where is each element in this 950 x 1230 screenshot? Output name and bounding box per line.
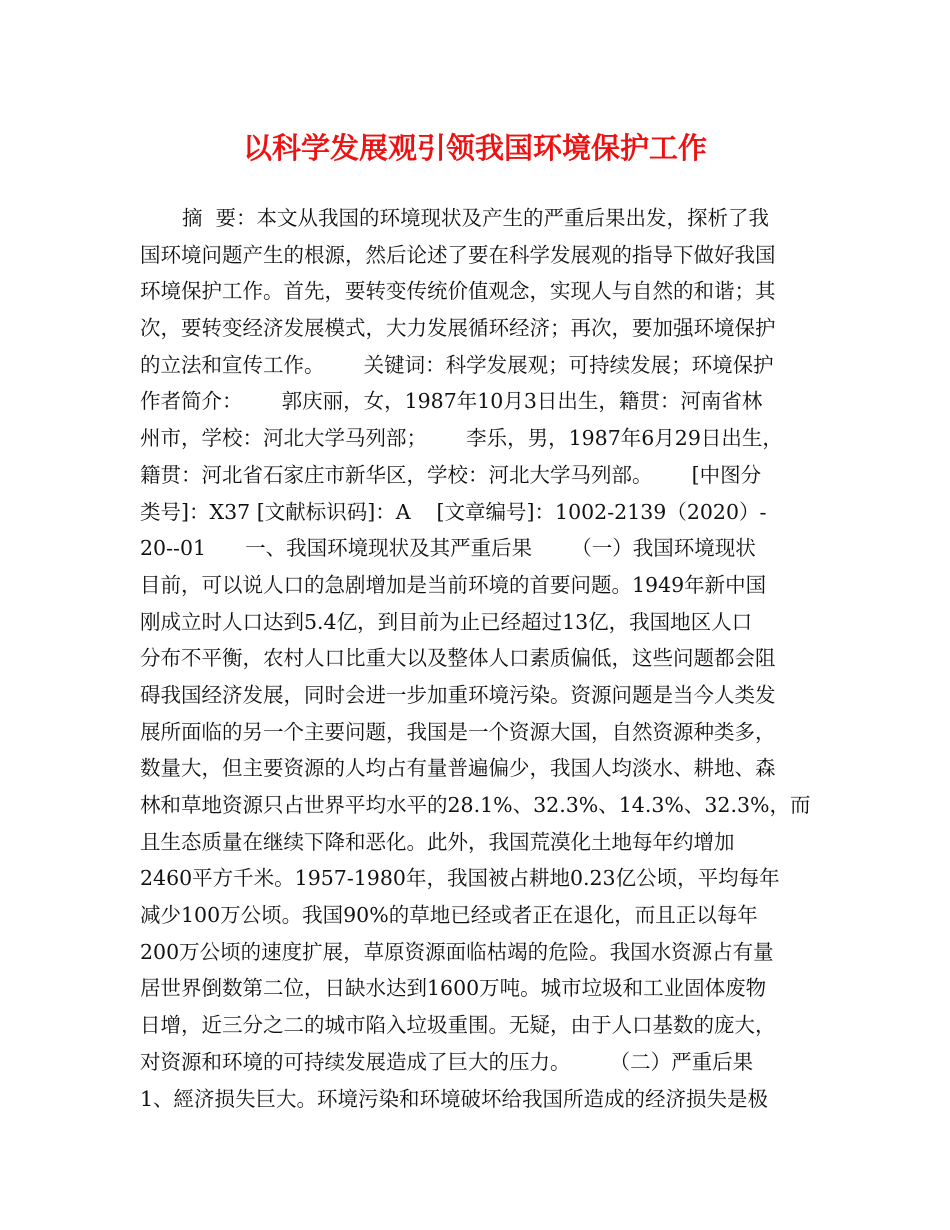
- text-line: 2460平方千米。1957-1980年，我国被占耕地0.23亿公顷，平均每年: [140, 866, 780, 891]
- text-line: 州市，学校：河北大学马列部； 李乐，男，1987年6月29日出生，: [140, 426, 783, 451]
- text-line: 展所面临的另一个主要问题，我国是一个资源大国，自然资源种类多，: [140, 719, 776, 744]
- text-line: 作者简介： 郭庆丽，女，1987年10月3日出生，籍贯：河南省林: [140, 389, 763, 414]
- text-line: 碍我国经济发展，同时会进一步加重环境污染。资源问题是当今人类发: [140, 682, 776, 707]
- text-line: 减少100万公顷。我国90%的草地已经或者正在退化，而且正以每年: [140, 903, 758, 928]
- text-line: 目前，可以说人口的急剧增加是当前环境的首要问题。1949年新中国: [140, 572, 767, 597]
- text-line: 的立法和宣传工作。 关键词：科学发展观；可持续发展；环境保护: [140, 352, 774, 377]
- text-line: 数量大，但主要资源的人均占有量普遍偏少，我国人均淡水、耕地、森: [140, 756, 776, 781]
- text-line: 环境保护工作。首先，要转变传统价值观念，实现人与自然的和谐；其: [140, 279, 776, 304]
- text-line: 国环境问题产生的根源，然后论述了要在科学发展观的指导下做好我国: [140, 242, 776, 267]
- text-line: 日增，近三分之二的城市陷入垃圾重围。无疑，由于人口基数的庞大，: [140, 1013, 776, 1038]
- text-line: 20--01 一、我国环境现状及其严重后果 （一）我国环境现状: [140, 536, 756, 561]
- document-body: [140, 200, 830, 1117]
- text-line: 籍贯：河北省石家庄市新华区，学校：河北大学马列部。 [中图分: [140, 462, 762, 487]
- text-line: 1、經济损失巨大。环境污染和环境破坏给我国所造成的经济损失是极: [140, 1086, 769, 1111]
- text-line: 次，要转变经济发展模式，大力发展循环经济；再次，要加强环境保护: [140, 316, 776, 341]
- text-line: 分布不平衡，农村人口比重大以及整体人口素质偏低，这些问题都会阻: [140, 646, 776, 671]
- text-line: 居世界倒数第二位，日缺水达到1600万吨。城市垃圾和工业固体废物: [140, 976, 767, 1001]
- text-line: 对资源和环境的可持续发展造成了巨大的压力。 （二）严重后果: [140, 1049, 754, 1074]
- document-title: 以科学发展观引领我国环境保护工作: [242, 131, 707, 165]
- text-line: 林和草地资源只占世界平均水平的28.1%、32.3%、14.3%、32.3%，而: [140, 793, 811, 817]
- text-line: 且生态质量在继续下降和恶化。此外，我国荒漠化土地每年约增加: [140, 829, 735, 854]
- text-line: 摘 要：本文从我国的环境现状及产生的严重后果出发，探析了我: [182, 206, 770, 230]
- text-line: 200万公顷的速度扩展，草原资源面临枯竭的危险。我国水资源占有量: [140, 939, 774, 964]
- text-line: 刚成立时人口达到5.4亿，到目前为止已经超过13亿，我国地区人口: [140, 609, 753, 634]
- text-line: 类号]：X37 [文献标识码]：A [文章编号]：1002-2139（2020）-: [140, 499, 767, 524]
